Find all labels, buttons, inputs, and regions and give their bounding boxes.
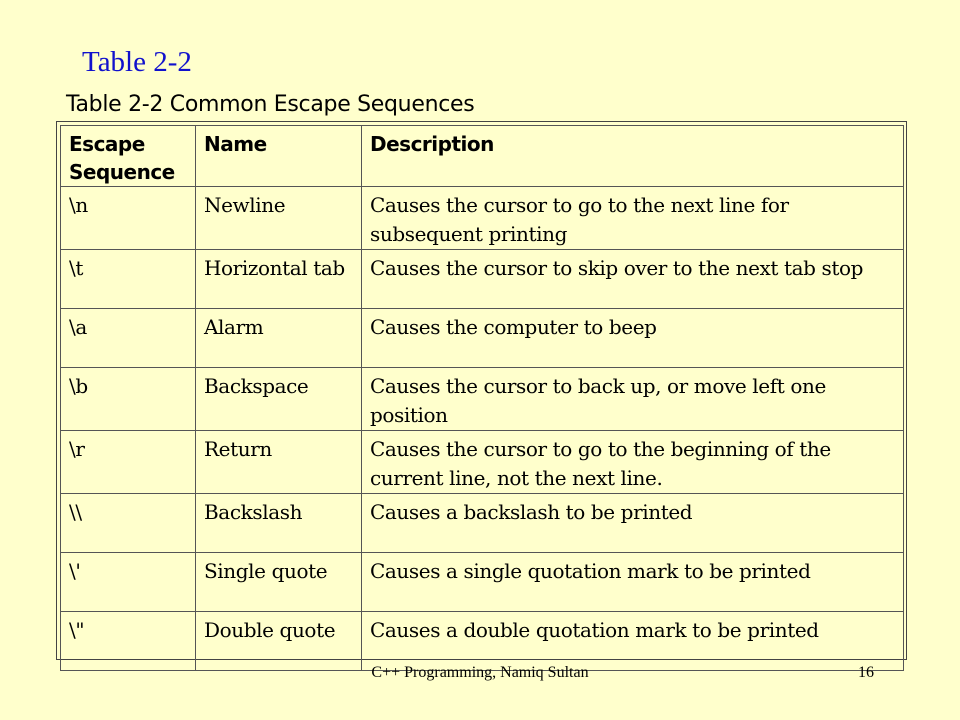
cell-name: Backspace	[196, 368, 362, 431]
cell-sequence: \\	[61, 494, 196, 553]
table-row	[61, 494, 904, 553]
table-row	[61, 187, 904, 250]
cell-description: Causes the cursor to go to the next line for subsequent printing	[362, 187, 904, 250]
escape-sequence-table	[60, 125, 904, 671]
table-caption: Table 2-2 Common Escape Sequences	[66, 92, 475, 117]
cell-sequence: \t	[61, 250, 196, 309]
cell-sequence: \a	[61, 309, 196, 368]
cell-description: Causes the computer to beep	[362, 309, 904, 368]
cell-name: Double quote	[196, 612, 362, 671]
cell-sequence: \r	[61, 431, 196, 494]
header-escape-sequence: Escape Sequence	[61, 126, 196, 187]
page-number: 16	[858, 664, 874, 681]
escape-sequence-table-frame	[56, 121, 907, 660]
cell-sequence: \n	[61, 187, 196, 250]
table-row	[61, 431, 904, 494]
cell-name: Single quote	[196, 553, 362, 612]
slide-title: Table 2-2	[82, 46, 192, 78]
cell-sequence: \"	[61, 612, 196, 671]
table-header-row	[61, 126, 904, 187]
table-row	[61, 553, 904, 612]
cell-description: Causes a backslash to be printed	[362, 494, 904, 553]
table-row	[61, 368, 904, 431]
table-row	[61, 612, 904, 671]
cell-sequence: \'	[61, 553, 196, 612]
footer-text: C++ Programming, Namiq Sultan	[371, 664, 589, 681]
cell-name: Alarm	[196, 309, 362, 368]
header-description: Description	[362, 126, 904, 187]
cell-name: Newline	[196, 187, 362, 250]
cell-description: Causes the cursor to skip over to the next tab stop	[362, 250, 904, 309]
cell-sequence: \b	[61, 368, 196, 431]
cell-name: Horizontal tab	[196, 250, 362, 309]
cell-description: Causes the cursor to back up, or move left one position	[362, 368, 904, 431]
cell-name: Backslash	[196, 494, 362, 553]
cell-description: Causes the cursor to go to the beginning of the current line, not the next line.	[362, 431, 904, 494]
header-name: Name	[196, 126, 362, 187]
cell-name: Return	[196, 431, 362, 494]
cell-description: Causes a single quotation mark to be printed	[362, 553, 904, 612]
table-row	[61, 250, 904, 309]
table-row	[61, 309, 904, 368]
cell-description: Causes a double quotation mark to be printed	[362, 612, 904, 671]
